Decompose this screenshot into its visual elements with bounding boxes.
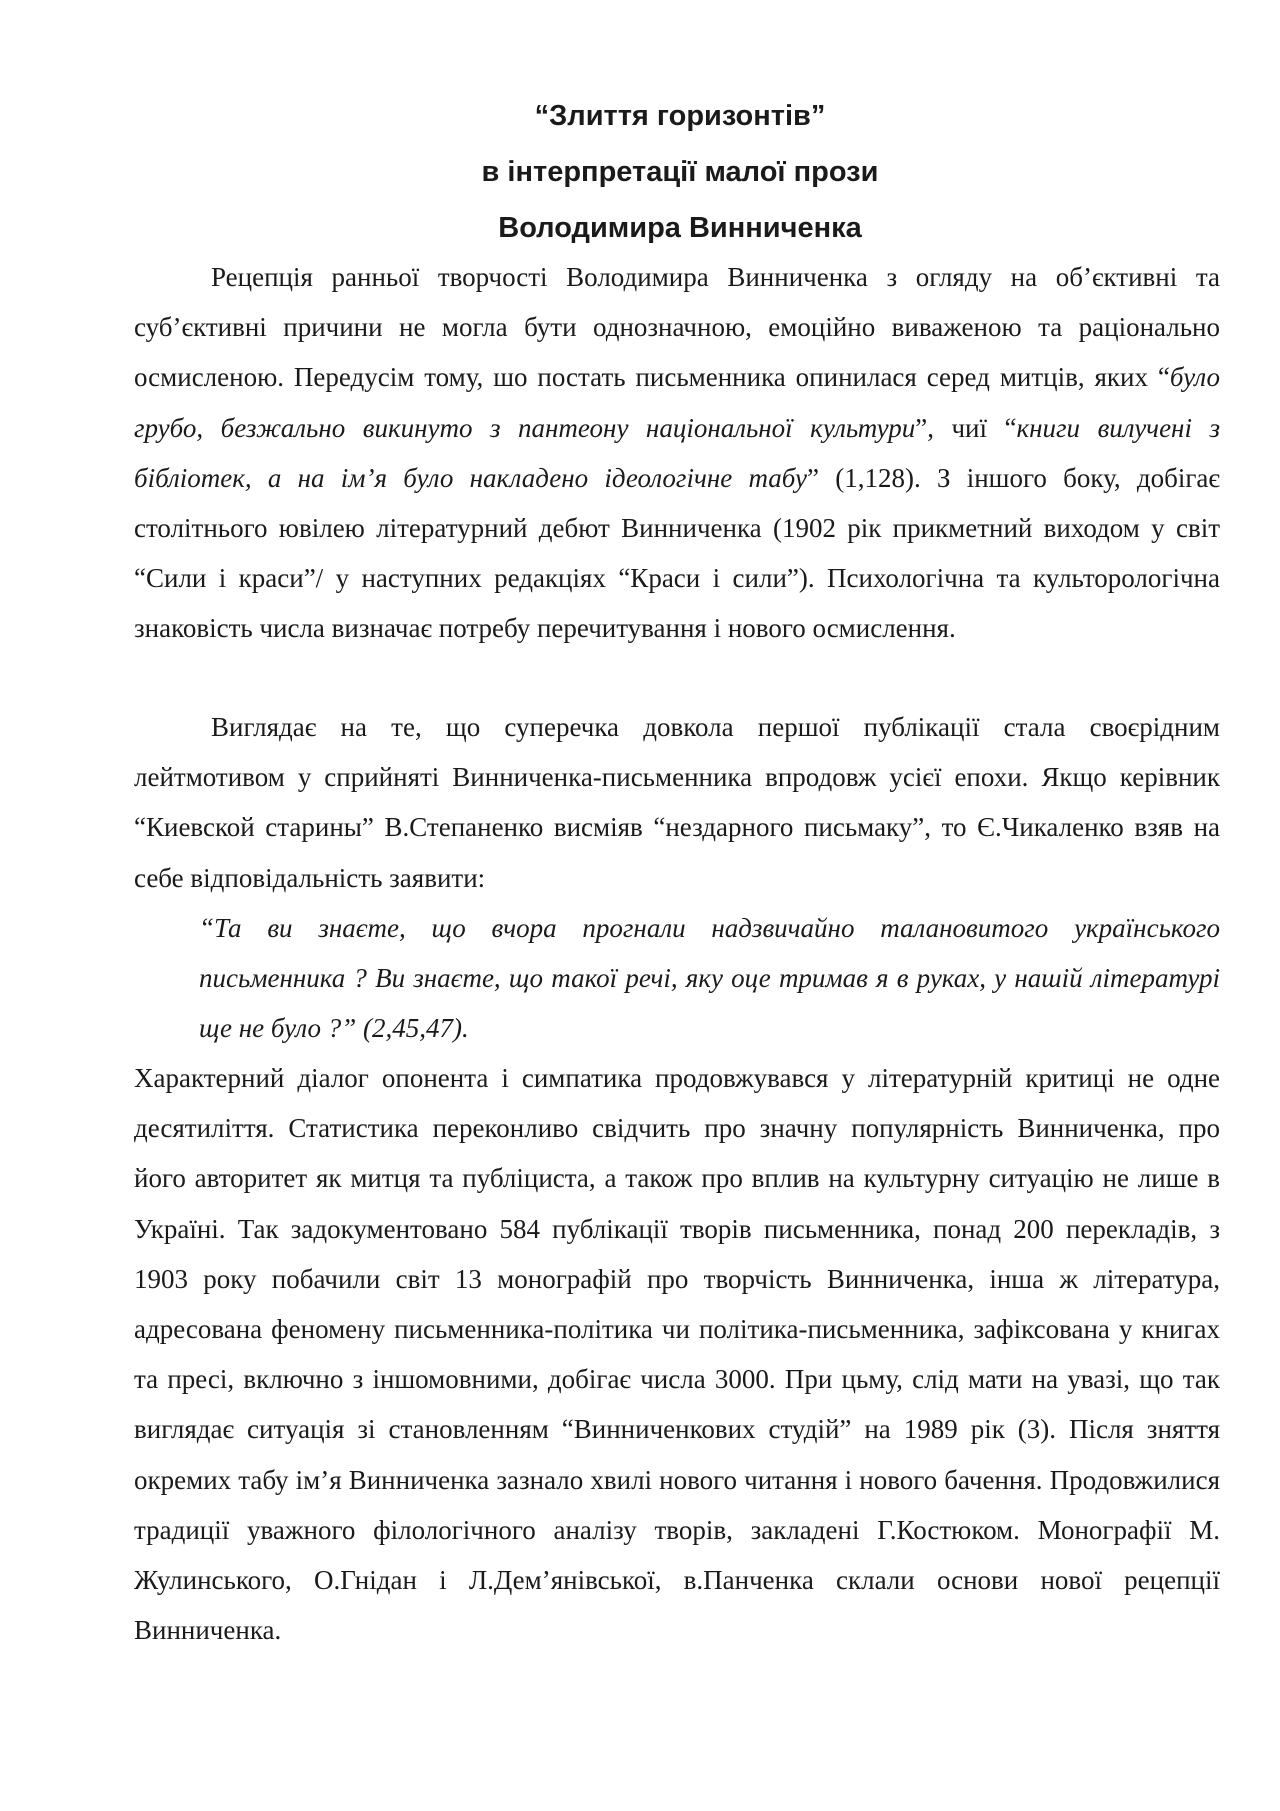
paragraph-1-quote-1: було грубо, безжально викинуто з пантеону національної культури — [134, 362, 1220, 443]
title-line-3: Володимира Винниченка — [498, 212, 862, 244]
paragraph-1 — [134, 252, 1220, 654]
paragraph-1-mid: ”, чиї “ — [915, 412, 1017, 443]
block-quote: “Та ви знаєте, що вчора прогнали надзвичайно талановитого українського письменника ? Ви знаєте, що такої речі, яку оце тримав я в руках, у нашій літературі ще не було ?” (2,45,47). — [199, 913, 1220, 1044]
title-line-1: “Злиття горизонтів” — [534, 100, 826, 132]
paragraph-2: Виглядає на те, що суперечка довкола першої публікації стала своєрідним лейтмотивом у сприйняті Винниченка-письменника впродовж усієї епохи. Якщо керівник “Киевской старины” В.Степаненко висміяв “нездарного письмаку”, то Є.Чикаленко взяв на себе відповідальність заявити: — [134, 712, 1220, 893]
paragraph-1-rest: ” (1,128). З іншого боку, добігає столітнього ювілею літературний дебют Винниченка (1902 рік прикметний виходом у світ “Сили і краси”/ у наступних редакціях “Краси і сили”). Психологічна та культорологічна знаковість числа визначає потребу перечитування і нового осмислення. — [134, 462, 1220, 644]
paragraph-3: Характерний діалог опонента і симпатика продовжувався у літературній критиці не одне десятиліття. Статистика переконливо свідчить про значну популярність Винниченка, про його авторитет як митця та публіциста, а також про вплив на культурну ситуацію не лише в Україні. Так задокументовано 584 публікації творів письменника, понад 200 перекладів, з 1903 року побачили світ 13 монографій про творчість Винниченка, інша ж література, адресована феномену письменника-політика чи політика-письменника, зафіксована у книгах та пресі, включно з іншомовними, добігає числа 3000. При цьму, слід мати на увазі, що так виглядає ситуація зі становленням “Винниченкових студій” на 1989 рік (3). Після зняття окремих табу ім’я Винниченка зазнало хвилі нового читання і нового бачення. Продовжилися традиції уважного філологічного аналізу творів, закладені Г.Костюком. Монографії М. Жулинського, О.Гнідан і Л.Дем’янівської, в.Панченка склали основи нової рецепції Винниченка. — [134, 1063, 1220, 1646]
document-title — [0, 88, 1280, 256]
paragraph-1-intro: Рецепція ранньої творчості Володимира Винниченка з огляду на об’єктивні та суб’єктивні причини не могла бути однозначною, емоційно виваженою та раціонально осмисленою. Передусім тому, шо постать письменника опинилася серед митців, яких “ — [134, 262, 1220, 393]
title-line-2: в інтерпретації малої прози — [481, 156, 879, 188]
paragraph-1-quote-2: книги вилучені з бібліотек, а на ім’я було накладено ідеологічне табу — [134, 412, 1220, 493]
